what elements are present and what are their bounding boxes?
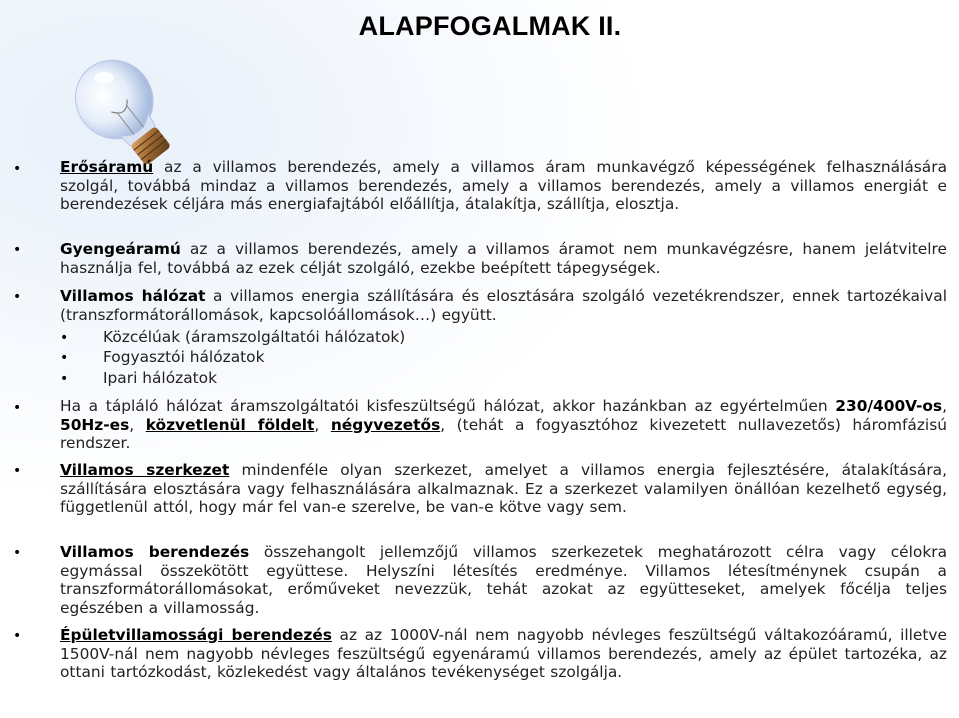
separator: ,: [942, 397, 947, 415]
paragraph-text: Ha a tápláló hálózat áramszolgáltatói kisfeszültségű hálózat, akkor hazánkban az egyértelműen: [60, 397, 836, 415]
term-villamos-halozat: Villamos hálózat: [60, 287, 206, 305]
separator: ,: [129, 415, 146, 434]
network-type-item: Fogyasztói hálózatok: [103, 348, 265, 366]
paragraph-text: az az 1000V-nál nem nagyobb névleges feszültségű váltakozóáramú, illetve 1500V-nál nem nagyobb névleges feszültségű egyenáramú villamos berendezés, amely az épület tartozéka, az ottani tartózkodást, közlekedést vagy általános tevékenységet szolgálja.: [60, 626, 947, 682]
term-villamos-szerkezet: Villamos szerkezet: [60, 461, 230, 479]
paragraph-villamos-halozat: [60, 287, 947, 324]
sub-bullet-dot: •: [60, 330, 69, 346]
bullet-dot: •: [13, 242, 22, 258]
paragraph-eroseramu: [60, 158, 947, 214]
light-bulb-icon: [58, 44, 198, 164]
paragraph-text: , (tehát a fogyasztóhoz kivezetett nullavezetős) háromfázisú rendszer.: [60, 415, 947, 453]
term-gyengearamu: Gyengeáramú: [60, 240, 181, 258]
paragraph-villamos-berendezes: [60, 543, 947, 617]
network-type-item: Ipari hálózatok: [103, 369, 217, 387]
paragraph-text: összehangolt jellemzőjű villamos szerkezetek meghatározott célra vagy célokra egymással összekötött együttese. Helyszíni létesítés eredménye. Villamos létesítménynek csupán a transzformátorállomásokat, erőműveket nevezzük, tehát azokat az együtteseket, amelyek főcélja teljes egészében a villamosság.: [60, 543, 948, 617]
grounding-spec: közvetlenül földelt: [145, 415, 315, 434]
paragraph-text: mindenféle olyan szerkezet, amelyet a villamos energia fejlesztésére, átalakítására, szállítására elosztására vagy felhasználására alkalmaznak. Ez a szerkezet valamilyen önállóan kezelhető egység, függetlenül attól, hogy már fel van-e szerelve, be van-e kötve vagy sem.: [60, 461, 947, 517]
bullet-dot: •: [13, 400, 22, 416]
term-villamos-berendezes: Villamos berendezés: [60, 543, 250, 561]
wire-spec: négyvezetős: [330, 415, 441, 434]
term-epuletvillamossagi-berendezes: Épületvillamossági berendezés: [60, 626, 332, 644]
sub-bullet-dot: •: [60, 371, 69, 387]
paragraph-taplalo-halozat: [60, 397, 947, 453]
paragraph-gyengearamu: [60, 240, 947, 277]
voltage-spec: 230/400V-os: [835, 397, 943, 415]
bullet-dot: •: [13, 628, 22, 644]
bullet-dot: •: [13, 545, 22, 561]
paragraph-villamos-szerkezet: [60, 461, 947, 517]
paragraph-text: a villamos energia szállítására és elosztására szolgáló vezetékrendszer, ennek tartozékaival (transzformátorállomások, kapcsolóállomások…) együtt.: [60, 287, 947, 324]
term-erosaramu: Erősáramú: [60, 158, 154, 176]
slide-title: ALAPFOGALMAK II.: [358, 11, 622, 41]
sub-bullet-dot: •: [60, 350, 69, 366]
network-type-item: Közcélúak (áramszolgáltatói hálózatok): [103, 328, 406, 346]
frequency-spec: 50Hz-es: [60, 415, 130, 434]
bullet-dot: •: [13, 161, 22, 177]
paragraph-epuletvillamossagi: [60, 626, 947, 682]
bullet-dot: •: [13, 463, 22, 479]
paragraph-text: az a villamos berendezés, amely a villamos áram munkavégző képességének felhasználására szolgál, továbbá mindaz a villamos berendezés, amely a villamos berendezés, amely a villamos energiát e berendezések céljára más energiafajtából előállítja, átalakítja, szállítja, elosztja.: [60, 158, 947, 214]
separator: ,: [314, 415, 331, 434]
paragraph-text: az a villamos berendezés, amely a villamos áramot nem munkavégzésre, hanem jelátvitelre használja fel, továbbá az ezek célját szolgáló, ezekbe beépített tápegységek.: [60, 240, 947, 277]
bullet-dot: •: [13, 289, 22, 305]
